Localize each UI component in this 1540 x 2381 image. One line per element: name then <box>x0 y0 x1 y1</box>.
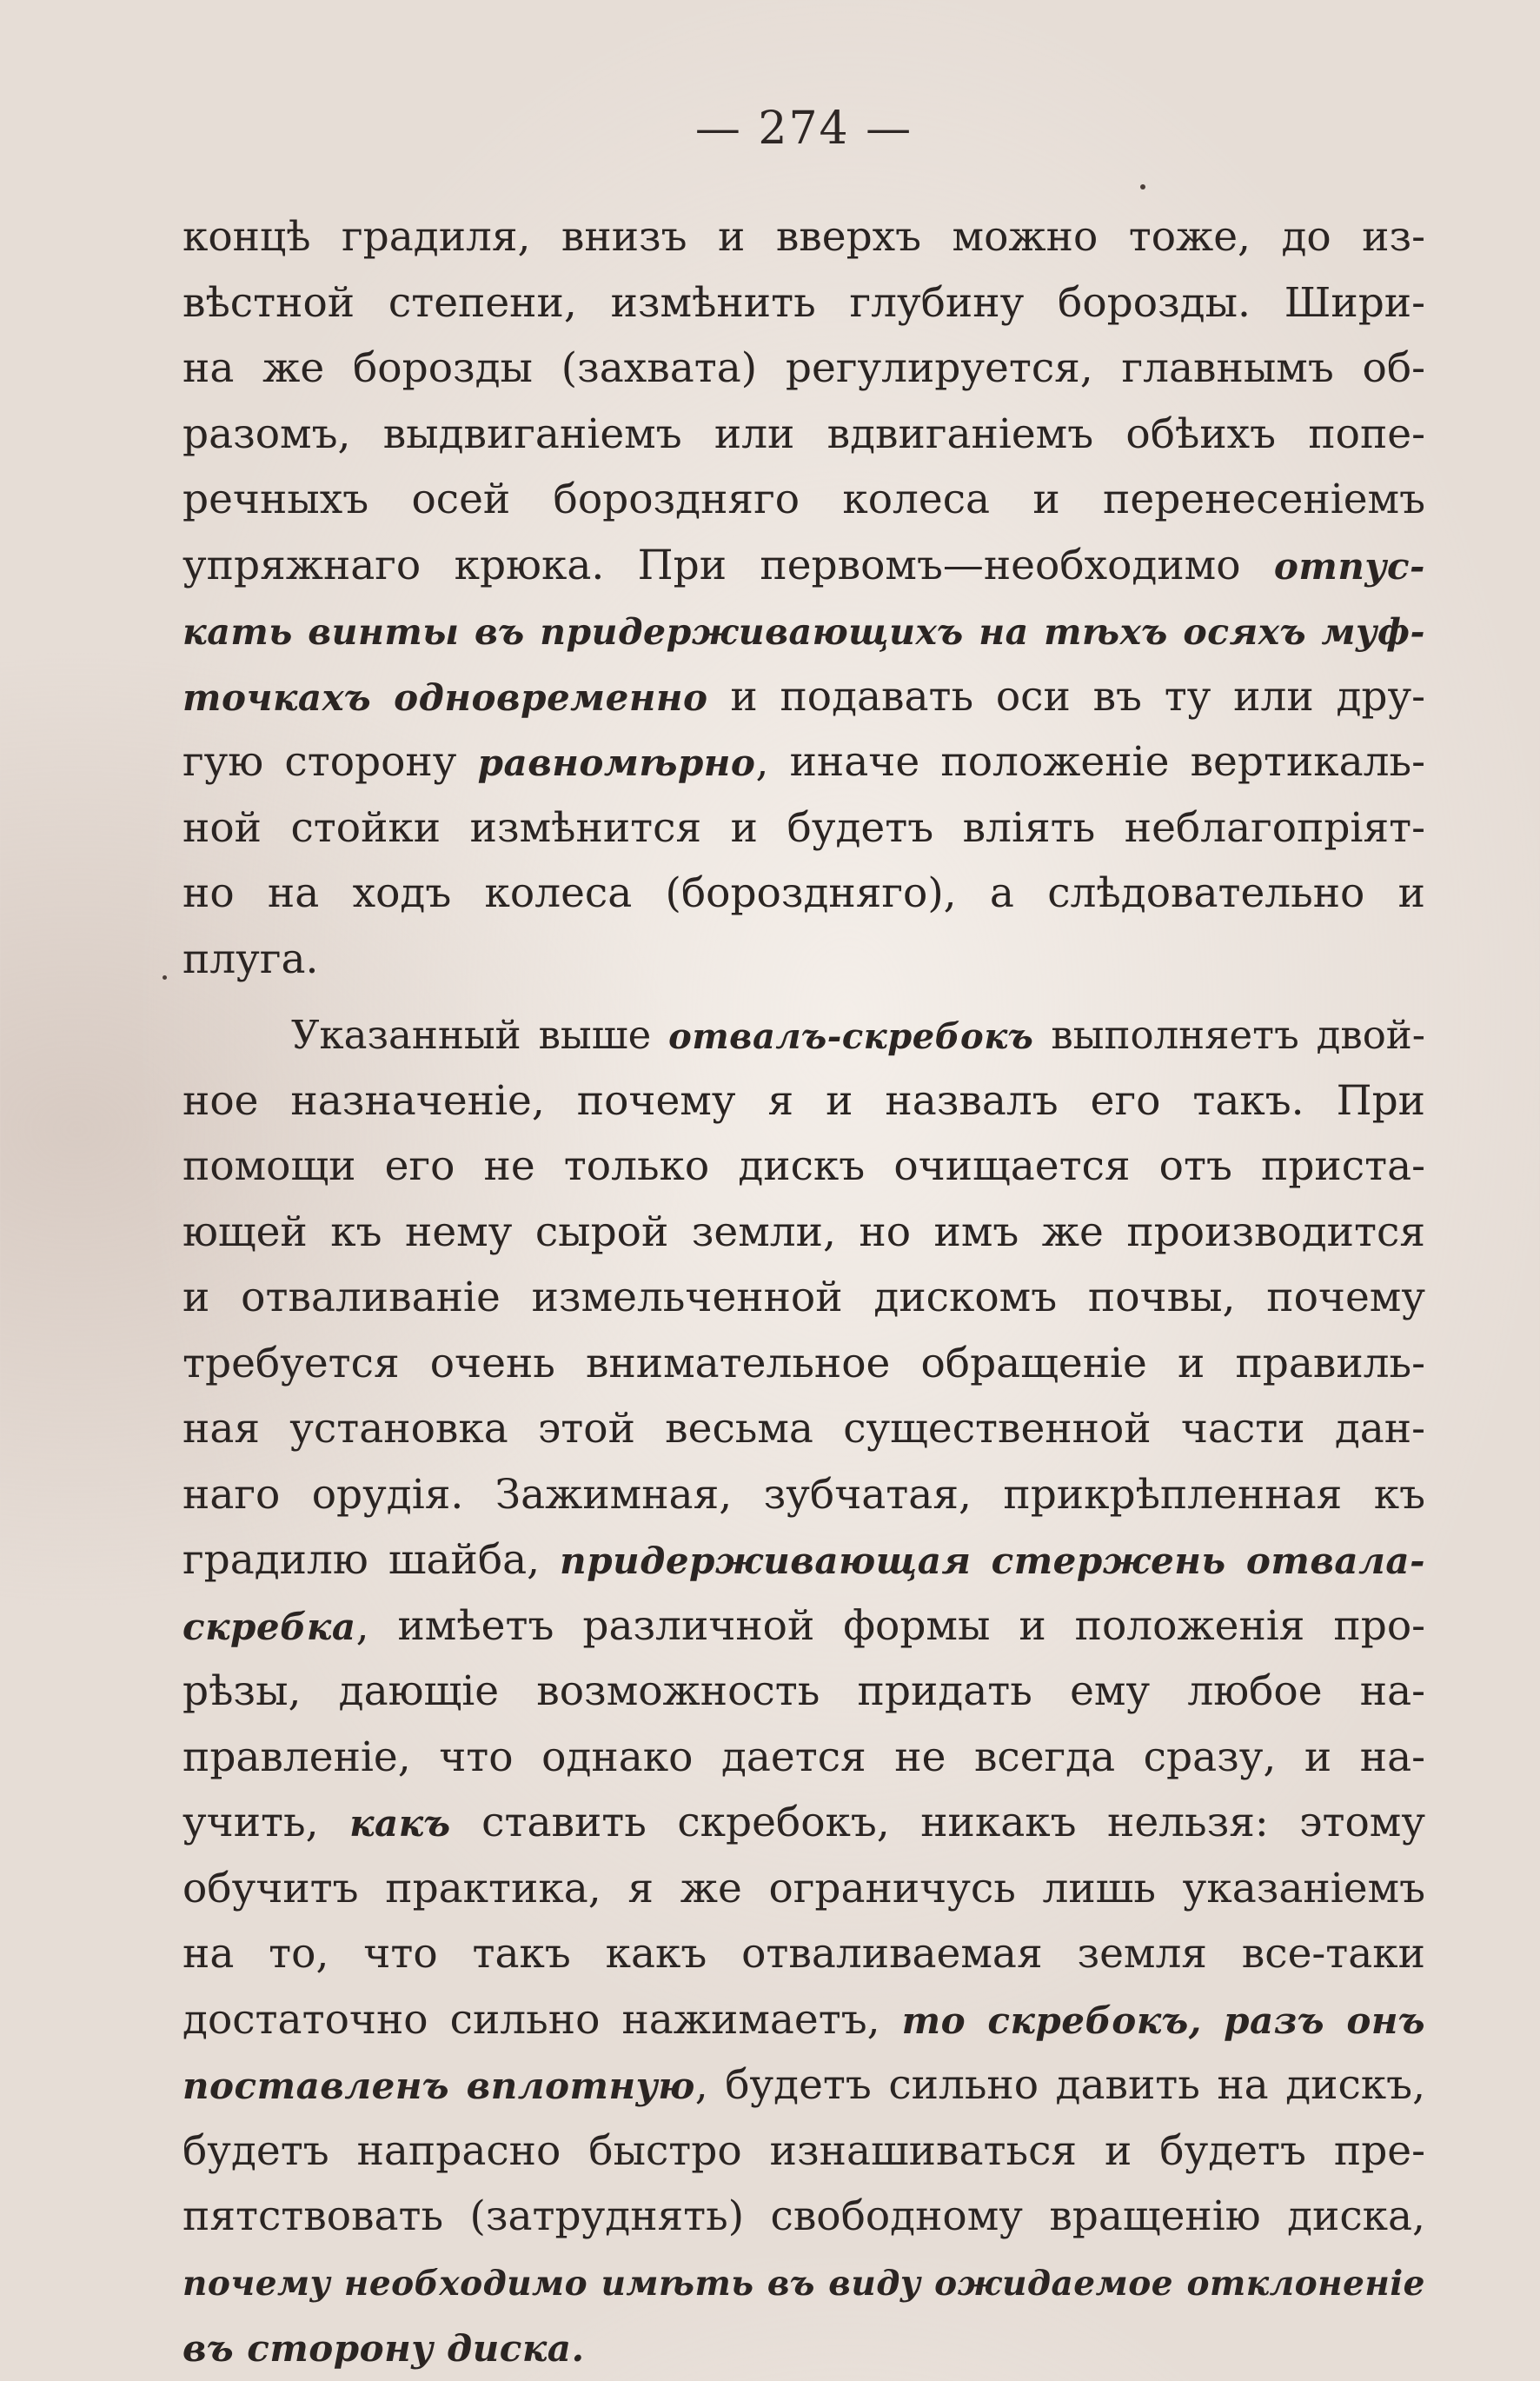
text-run: пятствовать (затруднять) свободному вращенію диска, <box>183 2192 1425 2240</box>
italic-run: поставленъ вплотную <box>183 2065 695 2107</box>
text-line <box>183 664 1425 730</box>
text-run: речныхъ осей бороздняго колеса и перенесеніемъ <box>183 476 1425 523</box>
text-run: градилю шайба, <box>183 1536 561 1584</box>
text-line <box>183 1659 1425 1725</box>
italic-run: кать винты въ придерживающихъ на тѣхъ осяхъ муф- <box>183 611 1425 653</box>
body-text <box>183 204 1425 2381</box>
text-run: рѣзы, дающіе возможность придать ему любое на- <box>183 1667 1425 1715</box>
text-line <box>183 598 1425 664</box>
italic-run: отвалъ-скребокъ <box>668 1016 1034 1057</box>
text-line <box>183 2052 1425 2118</box>
text-run: ющей къ нему сырой земли, но имъ же производится <box>183 1207 1425 1256</box>
text-run: ставить скребокъ, никакъ нельзя: этому <box>450 1799 1425 1846</box>
text-run: вѣстной степени, измѣнить глубину борозды. Шири- <box>183 278 1425 327</box>
text-line <box>183 336 1425 402</box>
text-line <box>183 1921 1425 1987</box>
text-run: наго орудія. Зажимная, зубчатая, прикрѣпленная къ <box>183 1470 1425 1519</box>
text-line <box>183 2118 1425 2185</box>
text-line <box>183 795 1425 861</box>
text-run: помощи его не только дискъ очищается отъ приста- <box>183 1142 1425 1190</box>
text-run: требуется очень внимательное обращеніе и правиль- <box>183 1339 1425 1387</box>
text-line <box>183 1725 1425 1791</box>
italic-run: придерживающая стержень отвала- <box>560 1540 1425 1582</box>
text-line <box>183 402 1425 468</box>
text-run: Указанный выше <box>291 1012 669 1058</box>
text-run: упряжнаго крюка. При первомъ—необходимо <box>183 541 1274 589</box>
text-run: разомъ, выдвиганіемъ или вдвиганіемъ обѣихъ попе- <box>183 409 1425 458</box>
text-line <box>183 467 1425 533</box>
text-line <box>183 729 1425 795</box>
text-line <box>183 1331 1425 1397</box>
page-number: — 274 — <box>694 103 913 155</box>
text-line <box>183 2315 1425 2381</box>
text-run: на то, что такъ какъ отваливаемая земля все-таки <box>183 1930 1425 1978</box>
text-run: плуга. <box>183 934 319 983</box>
text-line <box>183 1462 1425 1528</box>
text-line <box>183 1134 1425 1200</box>
italic-run: въ сторону диска. <box>183 2327 585 2370</box>
text-run: ное назначеніе, почему я и назвалъ его такъ. При <box>183 1076 1425 1125</box>
italic-run: отпус- <box>1273 544 1425 588</box>
text-run: и подавать оси въ ту или дру- <box>707 672 1425 721</box>
italic-run: равномѣрно <box>477 742 756 784</box>
text-line <box>183 1987 1425 2053</box>
text-line <box>183 2250 1425 2316</box>
text-line <box>183 1790 1425 1856</box>
text-line <box>183 1002 1425 1068</box>
text-run: выполняетъ двой- <box>1033 1012 1425 1058</box>
text-run: правленіе, что однако дается не всегда сразу, и на- <box>183 1733 1425 1781</box>
text-run: , имѣетъ различной формы и положенія про- <box>355 1601 1425 1650</box>
text-line <box>183 861 1425 927</box>
italic-run: точкахъ одновременно <box>183 675 708 719</box>
text-line <box>183 1265 1425 1331</box>
ink-speck <box>1140 184 1145 190</box>
text-run: ная установка этой весьма существенной части дан- <box>183 1405 1425 1453</box>
text-run: на же борозды (захвата) регулируется, главнымъ об- <box>183 344 1425 392</box>
text-run: , будетъ сильно давить на дискъ, <box>694 2061 1425 2109</box>
text-line <box>183 270 1425 336</box>
text-line <box>183 533 1425 599</box>
text-run: концѣ градиля, внизъ и вверхъ можно тоже, до из- <box>183 213 1425 261</box>
text-line <box>183 2184 1425 2250</box>
italic-run: скребка <box>183 1605 356 1648</box>
text-line <box>183 1593 1425 1659</box>
text-line <box>183 1527 1425 1593</box>
italic-run: какъ <box>349 1802 451 1845</box>
text-run: обучитъ практика, я же ограничусь лишь указаніемъ <box>183 1864 1425 1912</box>
text-line <box>183 204 1425 270</box>
italic-run: почему необходимо имѣть въ виду ожидаемое отклоненіе <box>183 2263 1425 2304</box>
text-run: , иначе положеніе вертикаль- <box>755 738 1425 786</box>
text-run: будетъ напрасно быстро изнашиваться и будетъ пре- <box>183 2126 1425 2175</box>
text-run: но на ходъ колеса (бороздняго), а слѣдовательно и <box>183 869 1425 917</box>
text-run: учить, <box>183 1799 350 1846</box>
text-line <box>183 927 1425 993</box>
ink-speck <box>163 975 167 980</box>
text-line <box>183 1200 1425 1266</box>
italic-run: то скребокъ, разъ онъ <box>901 1999 1425 2042</box>
text-line <box>183 1068 1425 1134</box>
text-line <box>183 1856 1425 1922</box>
text-line <box>183 1396 1425 1462</box>
text-run: достаточно сильно нажимаетъ, <box>183 1995 902 2044</box>
text-run: ной стойки измѣнится и будетъ вліять неблагопріят- <box>183 803 1425 852</box>
book-page <box>183 0 1425 2370</box>
text-run: и отваливаніе измельченной дискомъ почвы, почему <box>183 1274 1425 1321</box>
text-run: гую сторону <box>183 738 478 786</box>
